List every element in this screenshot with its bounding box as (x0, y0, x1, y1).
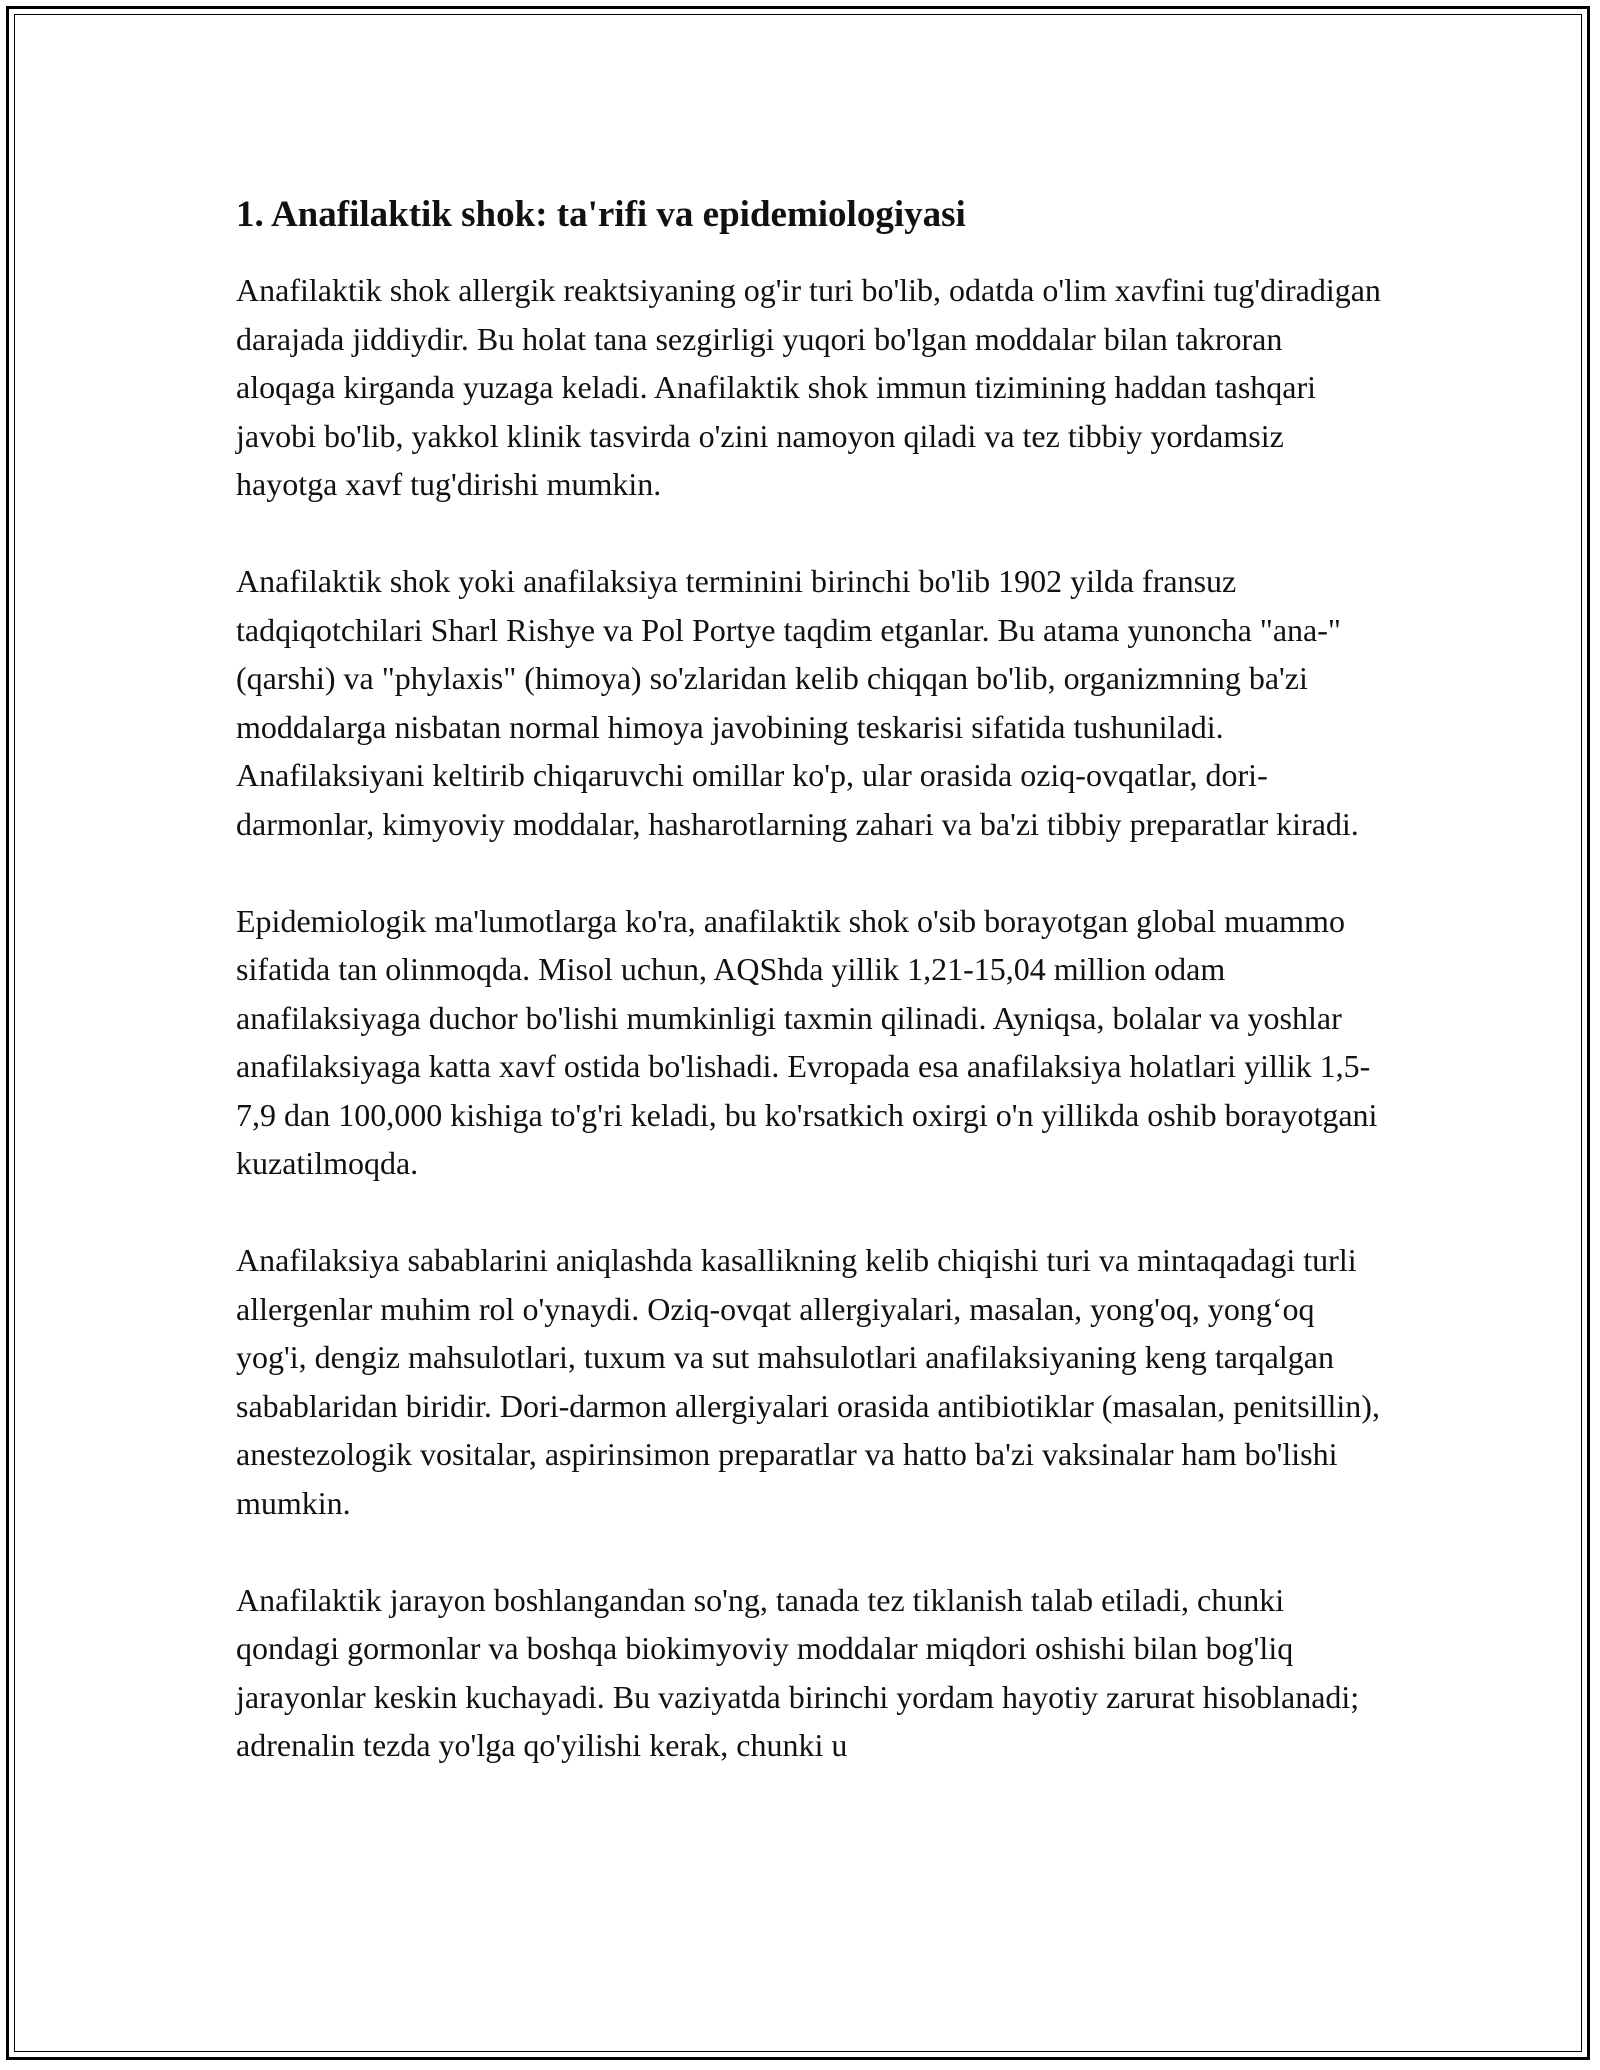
section-title: 1. Anafilaktik shok: ta'rifi va epidemiologiyasi (236, 194, 966, 235)
paragraph-epidemiology: Epidemiologik ma'lumotlarga ko'ra, anafilaktik shok o'sib borayotgan global muammo sifatida tan olinmoqda. Misol uchun, AQShda yillik 1,21-15,04 million odam anafilaksiyaga duchor bo'lishi mumkinligi taxmin qilinadi. Ayniqsa, bolalar va yoshlar anafilaksiyaga katta xavf ostida bo'lishadi. Evropada esa anafilaksiya holatlari yillik 1,5-7,9 dan 100,000 kishiga to'g'ri keladi, bu ko'rsatkich oxirgi o'n yillikda oshib borayotgani kuzatilmoqda. (236, 902, 1378, 1181)
document-body (236, 190, 1386, 1818)
paragraph-history: Anafilaktik shok yoki anafilaksiya terminini birinchi bo'lib 1902 yilda fransuz tadqiqotchilari Sharl Rishye va Pol Portye taqdim etganlar. Bu atama yunoncha "ana-" (qarshi) va "phylaxis" (himoya) so'zlaridan kelib chiqqan bo'lib, organizmning ba'zi moddalarga nisbatan normal himoya javobining teskarisi sifatida tushuniladi. Anafilaksiyani keltirib chiqaruvchi omillar ko'p, ular orasida oziq-ovqatlar, dori-darmonlar, kimyoviy moddalar, hasharotlarning zahari va ba'zi tibbiy preparatlar kiradi. (236, 563, 1359, 842)
paragraph-definition: Anafilaktik shok allergik reaktsiyaning og'ir turi bo'lib, odatda o'lim xavfini tug'diradigan darajada jiddiydir. Bu holat tana sezgirligi yuqori bo'lgan moddalar bilan takroran aloqaga kirganda yuzaga keladi. Anafilaktik shok immun tizimining haddan tashqari javobi bo'lib, yakkol klinik tasvirda o'zini namoyon qiladi va tez tibbiy yordamsiz hayotga xavf tug'dirishi mumkin. (236, 272, 1381, 502)
paragraph-causes: Anafilaksiya sabablarini aniqlashda kasallikning kelib chiqishi turi va mintaqadagi turli allergenlar muhim rol o'ynaydi. Oziq-ovqat allergiyalari, masalan, yong'oq, yong‘oq yog'i, dengiz mahsulotlari, tuxum va sut mahsulotlari anafilaksiyaning keng tarqalgan sabablaridan biridir. Dori-darmon allergiyalari orasida antibiotiklar (masalan, penitsillin), anestezologik vositalar, aspirinsimon preparatlar va hatto ba'zi vaksinalar ham bo'lishi mumkin. (236, 1242, 1380, 1521)
paragraph-first-aid: Anafilaktik jarayon boshlangandan so'ng, tanada tez tiklanish talab etiladi, chunki qondagi gormonlar va boshqa biokimyoviy moddalar miqdori oshishi bilan bog'liq jarayonlar keskin kuchayadi. Bu vaziyatda birinchi yordam hayotiy zarurat hisoblanadi; adrenalin tezda yo'lga qo'yilishi kerak, chunki u (236, 1581, 1360, 1763)
